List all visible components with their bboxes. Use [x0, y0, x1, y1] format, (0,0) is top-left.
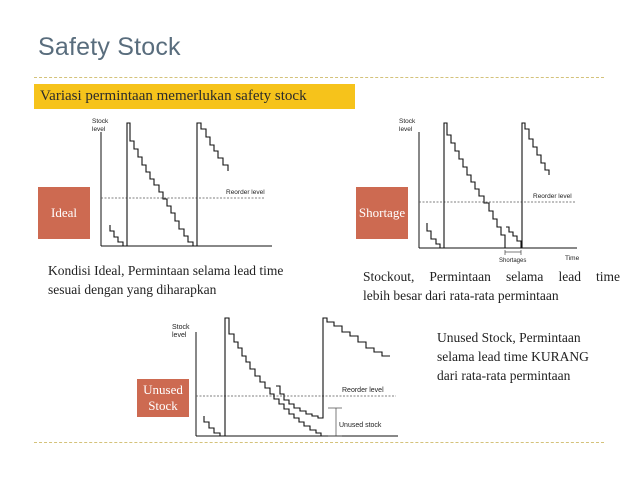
caption-unused-line-3: dari rata-rata permintaan: [437, 368, 571, 383]
shortage-time-label: Time: [565, 255, 580, 262]
caption-ideal-line-1: Kondisi Ideal, Permintaan selama lead time: [48, 263, 284, 278]
caption-unused-line-1: Unused Stock, Permintaan: [437, 330, 581, 345]
ideal-y-label-2: level: [92, 126, 106, 133]
slide-title: Safety Stock: [38, 33, 181, 61]
caption-ideal-line-2: sesuai dengan yang diharapkan: [48, 282, 217, 297]
shortage-y-label-1: Stock: [399, 118, 416, 125]
caption-unused: [437, 328, 637, 385]
ideal-stock-curve: [110, 123, 228, 246]
bottom-divider: [34, 442, 604, 443]
caption-unused-line-2: selama lead time KURANG: [437, 349, 589, 364]
tag-shortage: Shortage: [356, 187, 408, 239]
tag-unused-line-2: Stock: [148, 398, 178, 413]
shortage-shortages-label: Shortages: [499, 258, 527, 264]
caption-ideal: [48, 261, 323, 299]
unused-reorder-label: Reorder level: [342, 387, 384, 394]
ideal-diagram: [92, 115, 288, 255]
ideal-reorder-label: Reorder level: [226, 189, 265, 196]
tag-unused-stock: [137, 379, 189, 417]
unused-y-label-1: Stock: [172, 324, 190, 331]
tag-ideal: Ideal: [38, 187, 90, 239]
shortage-y-label-2: level: [399, 126, 413, 133]
unused-stock-label: Unused stock: [339, 422, 382, 429]
shortage-stock-curve: [427, 123, 549, 248]
banner: Variasi permintaan memerlukan safety stock: [34, 84, 355, 109]
top-divider: [34, 77, 604, 78]
tag-unused-line-1: Unused: [143, 381, 183, 397]
ideal-y-label-1: Stock: [92, 118, 109, 125]
caption-shortage-line-1: Stockout, Permintaan selama lead time: [363, 269, 620, 284]
shortage-reorder-label: Reorder level: [533, 193, 572, 200]
caption-shortage: [363, 267, 620, 305]
caption-shortage-line-2: lebih besar dari rata-rata permintaan: [363, 288, 559, 303]
unused-stock-curve: [204, 318, 390, 436]
shortage-diagram: [399, 115, 605, 264]
unused-diagram: [172, 312, 396, 442]
unused-y-label-2: level: [172, 332, 187, 339]
